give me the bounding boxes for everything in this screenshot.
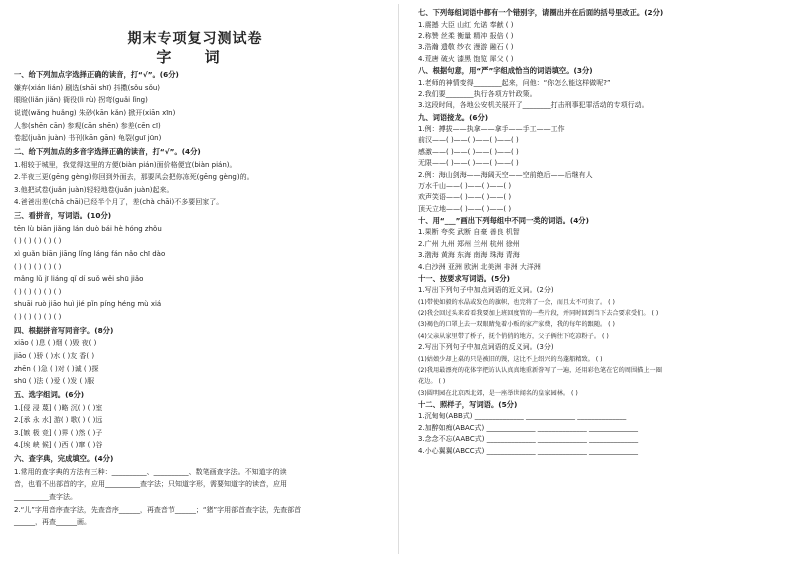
question-line: 音，也看不出部首的字，应用__________查字法；只知道字形，需要知道字的读音，应用 xyxy=(14,480,287,489)
question-line: 1.相较于城里，我觉得这里的方便(biàn pián)面价格便宜(biàn pián)。 xyxy=(14,160,237,169)
page-title: 期末专项复习测试卷 xyxy=(127,31,263,47)
question-line: 1.常用的查字典的方法有三种：__________、__________、数笔画查字法。不知道字的读 xyxy=(14,467,287,476)
question-line: 1.果断 夸奖 武断 自豪 善良 机智 xyxy=(418,228,520,237)
question-line: 卷起(juǎn juàn) 书刊(kān gān) 龟裂(guī jūn) xyxy=(14,134,162,143)
question-line: 2.写出下列句子中加点词语的反义词。(3分) xyxy=(418,343,554,352)
question-line: 嫌弃(xián lián) 刷选(shāi shī) 抖擞(sǒu sǒu) xyxy=(14,83,161,92)
question-line: 2.我们要________执行各项方针政策。 xyxy=(418,89,537,98)
question-line: ( ) ( ) ( ) ( ) ( ) xyxy=(14,287,62,296)
question-line: 前汉——( )——( )——( )——( ) xyxy=(418,136,519,145)
question-line: 花边。 ( ) xyxy=(418,378,446,386)
section-heading: 三、看拼音，写词语。(10分) xyxy=(14,211,112,220)
section-heading: 六、查字典，完成填空。(4分) xyxy=(14,454,114,463)
question-line: 3.念念不忘(AABC式) ______________ ______________ ______________ xyxy=(418,435,639,444)
question-line: (2)我用最漂亮的花体字把访认认真真地重新誊写了一遍，还用彩色笔在它的周围描上一圈 xyxy=(418,366,662,374)
question-line: 3.[嫉 极 竞] ( )界 ( )然 ( )子 xyxy=(14,428,103,437)
question-line: (3)圆明园在北京西北郊，是一座举世闻名的皇家园林。 ( ) xyxy=(418,389,578,397)
question-line: 3.他把试卷(juǎn juàn)轻轻地卷(juǎn juàn)起来。 xyxy=(14,185,174,194)
question-line: 2.半夜三更(gēng gèng)你回到外面去，那要风会把你冻死(gēng gèng)的。 xyxy=(14,173,254,182)
section-heading: 十二、照样子，写词语。(5分) xyxy=(418,399,518,409)
question-line: 3.这段时间，各地公安机关展开了________打击刑事犯罪活动的专项行动。 xyxy=(418,101,649,110)
question-line: 1.例：搏拔——执拿——拿手——手工——工作 xyxy=(418,125,565,134)
question-line: 顶天立地——( )——( )——( ) xyxy=(418,204,512,213)
question-line: 欢声笑语——( )——( )——( ) xyxy=(418,193,512,202)
question-line: (4)父亲从家里带了桥子，抚个俏俏的地方，父子俩往下吃凉粉子。 ( ) xyxy=(418,332,609,340)
section-heading: 七、下列每组词语中都有一个错别字，请圈出并在后面的括号里改正。(2分) xyxy=(418,8,664,17)
question-line: tēn lù biān jiǎng lán duò bái hè hóng zhǒu xyxy=(14,224,162,233)
section-heading: 九、词语接龙。(6分) xyxy=(418,112,489,122)
question-line: 1.老师的神情变得________起来，问他：“你怎么能这样做呢?” xyxy=(418,78,611,87)
question-line: (1)姑娘少却上桌的只是被旧的馒，这比不上绍兴的鸟蓬船精致。 ( ) xyxy=(418,355,603,363)
question-line: mǎng lǔ jī liáng qǐ dí suǒ wěi shū jiǎo xyxy=(14,275,144,284)
right-column xyxy=(398,0,794,561)
section-heading: 八、根据句意，用“严”字组成恰当的词语填空。(3分) xyxy=(418,65,593,75)
question-line: 人参(shēn cān) 参观(cān shēn) 参差(cēn cī) xyxy=(14,121,161,130)
section-heading: 五、选字组词。(6分) xyxy=(14,389,85,399)
question-line: shū ( )法 ( )爱 ( )发 ( )服 xyxy=(14,377,95,386)
question-line: 4.[埃 峡 候] ( )西 ( )窜 ( )谷 xyxy=(14,441,103,450)
question-line: jiāo ( )骄 ( )水 ( )友 香( ) xyxy=(14,352,95,360)
question-line: 眼睑(liǎn jiǎn) 衙役(lì rù) 拐弯(guǎi lǐng) xyxy=(14,96,148,105)
question-line: (3)褐色的口罩上去一双眼睛兔着小贩的家产家费，我的每年的跟随。 ( ) xyxy=(418,321,615,329)
question-line: zhēn ( )急 ( )对 ( )诚 ( )探 xyxy=(14,364,99,373)
question-line: ( ) ( ) ( ) ( ) ( ) xyxy=(14,262,62,271)
question-line: 感激——( )——( )——( )——( ) xyxy=(418,147,519,156)
question-line: 1.写出下列句子中加点词语的近义词。(2分) xyxy=(418,286,554,295)
section-heading: 四、根据拼音写同音字。(8分) xyxy=(14,325,114,335)
question-line: 2.例：海山剑海——海阔天空——空前绝后——后继有人 xyxy=(418,170,593,179)
page-subtitle: 字 词 xyxy=(156,48,234,66)
question-line: xì guǎn biān jiāng lǐng láng fán nǎo chī dào xyxy=(14,250,166,258)
question-line: xiāo ( )息 ( )烟 ( )毁 夜( ) xyxy=(14,339,97,348)
question-line: (2)我会回过头来看看我要加上班回度管的一些片段，并同时回到当下去合要求受们。 ( ) xyxy=(418,310,659,318)
question-line: shuāi ruò jiāo huì jié pǐn píng héng mù xiá xyxy=(14,300,162,309)
question-line: (1)带使如毅的水晶或发色的旗帜，也完将了一会，而且太不可贵了。 ( ) xyxy=(418,298,615,306)
section-heading: 二、给下列加点的多音字选择正确的读音，打“√”。(4分) xyxy=(14,146,201,156)
question-line: 2.“儿”字用音序查字法，先查音序______，再查音节______；“猪”字用部首查字法，先查部首 xyxy=(14,505,302,514)
question-line: 4.爸爸出差(chā chāi)已经半个月了，差(chà chāi)不多要回家了。 xyxy=(14,198,224,207)
question-line: 4.荒唐 破火 漆黑 饱览 犀父 ( ) xyxy=(418,54,514,63)
question-line: 1.[侵 浸 蔑] ( )略 沉( ) ( )室 xyxy=(14,403,103,412)
question-line: 4.小心翼翼(ABCC式) ______________ ______________ ______________ xyxy=(418,446,639,455)
section-heading: 十一、按要求写词语。(5分) xyxy=(418,273,511,283)
question-line: 4.白沙洲 亚洲 欧洲 北美洲 非洲 大洋洲 xyxy=(418,262,541,271)
question-line: 3.浩瀚 遗敬 纱衣 漫游 融石 ( ) xyxy=(418,43,514,52)
section-heading: 十、用“___”画出下列每组中不同一类的词语。(4分) xyxy=(418,215,589,225)
section-heading: 一、给下列加点字选择正确的读音，打“√”。(6分) xyxy=(14,70,179,79)
question-line: 2.广州 九州 郑州 兰州 杭州 徐州 xyxy=(418,239,520,248)
question-line: 2.称赞 丝柔 衡量 精冲 报倍 ( ) xyxy=(418,31,514,40)
question-line: ( ) ( ) ( ) ( ) ( ) xyxy=(14,313,62,321)
question-line: 万水千山——( )——( )——( ) xyxy=(418,181,512,190)
question-line: ( ) ( ) ( ) ( ) ( ) xyxy=(14,237,62,246)
question-line: 1.震撼 大臣 山红 允诺 奉献 ( ) xyxy=(418,20,514,29)
question-line: 1.沉甸甸(ABB式) ______________ ______________ ______________ xyxy=(418,412,627,421)
question-line: 说谎(wǎng huǎng) 朱砂(kān kǎn) 掀开(xiān xīn) xyxy=(14,109,176,117)
question-line: 2.[承 永 水] 游( ) 歌( ) ( )远 xyxy=(14,416,103,425)
question-line: __________查字法。 xyxy=(14,493,77,501)
question-line: ______，再查______画。 xyxy=(14,518,91,527)
question-line: 无限——( )——( )——( )——( ) xyxy=(418,159,519,168)
question-line: 2.加醉如痴(ABAC式) ______________ ______________ ______________ xyxy=(418,423,638,432)
question-line: 3.渤海 黄海 东海 南海 珠海 青海 xyxy=(418,251,520,260)
